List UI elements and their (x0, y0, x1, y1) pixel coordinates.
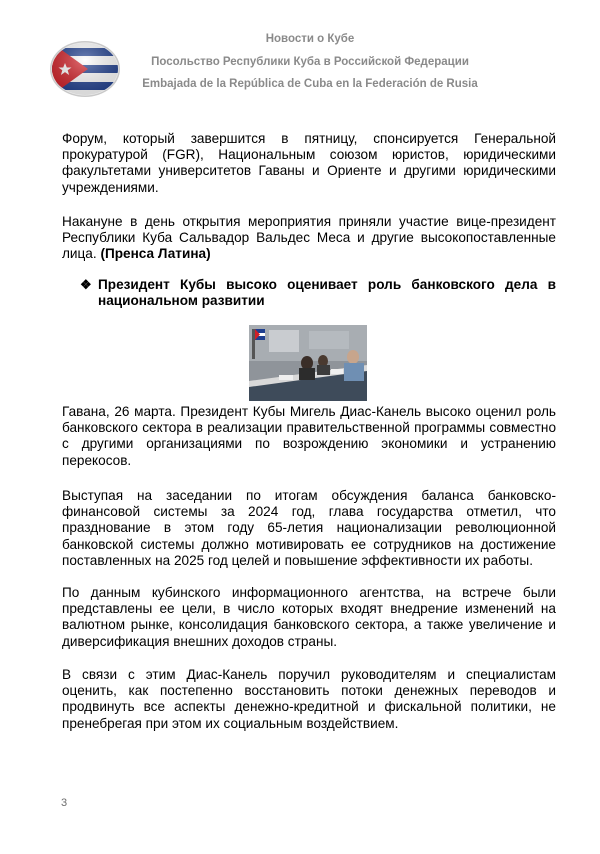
header-embassy-ru: Посольство Республики Куба в Российской Федерации (151, 56, 469, 68)
paragraph-meeting: Выступая на заседании по итогам обсуждения баланса банковско-финансовой системы за 2024 год, глава государства отметил, что празднование в этом году 65-летия национализации революционной банковской системы должно мотивировать ее сотрудников на достижение поставленных на 2025 год целей и повышение эффективности их работы. (62, 488, 556, 568)
page-number: 3 (61, 797, 68, 809)
diamond-bullet-icon: ❖ (80, 277, 92, 292)
page-header (0, 0, 600, 110)
news-headline (80, 277, 556, 309)
paragraph-opening (62, 214, 556, 263)
source-credit: (Пренса Латина) (100, 246, 211, 262)
paragraph-havana: Гавана, 26 марта. Президент Кубы Мигель Диас-Канель высоко оценил роль банковского сектора в реализации правительственной программы совместно с другими организациями по возрождению экономики и устранению перекосов. (62, 404, 556, 468)
meeting-photo (249, 325, 367, 401)
header-title: Новости о Кубе (265, 33, 355, 45)
header-embassy-es: Embajada de la República de Cuba en la Federación de Rusia (142, 78, 478, 90)
paragraph-forum: Форум, который завершится в пятницу, спонсируется Генеральной прокуратурой (FGR), Национальным союзом юристов, юридическими факультетами университетов Гаваны и Ориенте и другими юридическими учреждениями. (62, 131, 556, 195)
paragraph-goals: По данным кубинского информационного агентства, на встрече были представлены ее цели, в число которых входят внедрение изменений на валютном рынке, консолидация банковского сектора, а также увеличение и диверсификация внешних доходов страны. (62, 585, 556, 649)
paragraph-opening-text: Накануне в день открытия мероприятия приняли участие вице-президент Республики Куба Сальвадор Вальдес Меса и другие высокопоставленные лица. (62, 214, 556, 262)
paragraph-instructions: В связи с этим Диас-Канель поручил руководителям и специалистам оценить, как постепенно восстановить потоки денежных переводов и продвинуть все аспекты денежно-кредитной и фискальной политики, не пренебрегая при этом их социальным воздействием. (62, 667, 556, 731)
headline-text: Президент Кубы высоко оценивает роль банковского дела в национальном развитии (98, 277, 556, 309)
